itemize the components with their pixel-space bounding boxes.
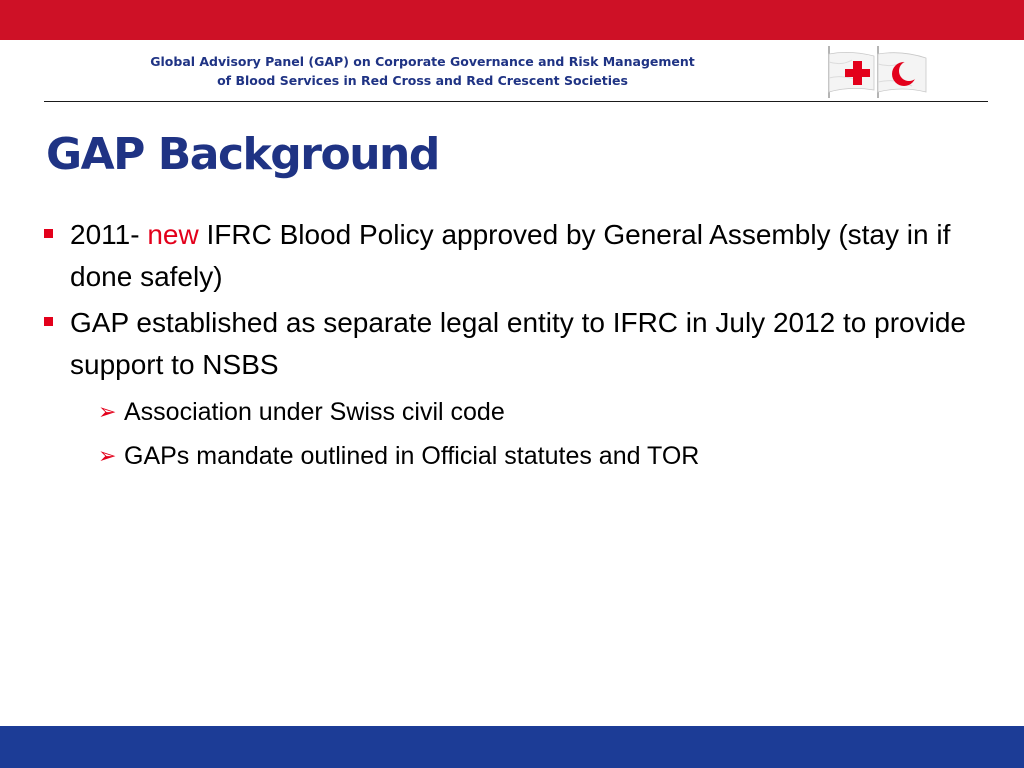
slide-title: GAP Background	[46, 129, 439, 180]
bottom-blue-bar	[0, 726, 1024, 768]
square-bullet-icon	[44, 229, 53, 238]
red-crescent-flag-icon	[878, 46, 926, 98]
sub-bullet-1-text: Association under Swiss civil code	[124, 398, 505, 426]
top-red-bar	[0, 0, 1024, 40]
sub-bullet-item-1	[40, 390, 980, 434]
bullet-2-text: GAP established as separate legal entity to IFRC in July 2012 to provide support to NSBS	[70, 307, 966, 380]
bullet-1-highlight: new	[147, 219, 199, 250]
square-bullet-icon	[44, 317, 53, 326]
sub-bullet-item-2	[40, 434, 980, 478]
bullet-item-1	[40, 214, 980, 298]
header-divider	[44, 101, 988, 102]
red-cross-flag-icon	[829, 46, 874, 98]
header-logos	[822, 44, 932, 100]
header-line-1: Global Advisory Panel (GAP) on Corporate Governance and Risk Management	[150, 54, 695, 69]
bullet-list	[40, 214, 980, 478]
header-line-2: of Blood Services in Red Cross and Red Crescent Societies	[217, 73, 628, 88]
arrowhead-bullet-icon: ➢	[98, 443, 117, 468]
sub-bullet-2-text: GAPs mandate outlined in Official statutes and TOR	[124, 442, 700, 470]
bullet-1-prefix: 2011-	[70, 219, 148, 250]
arrowhead-bullet-icon: ➢	[98, 399, 117, 424]
header-text	[100, 52, 745, 90]
bullet-item-2	[40, 302, 980, 386]
bullet-1-rest: IFRC Blood Policy approved by General Assembly (stay in if done safely)	[70, 219, 951, 292]
